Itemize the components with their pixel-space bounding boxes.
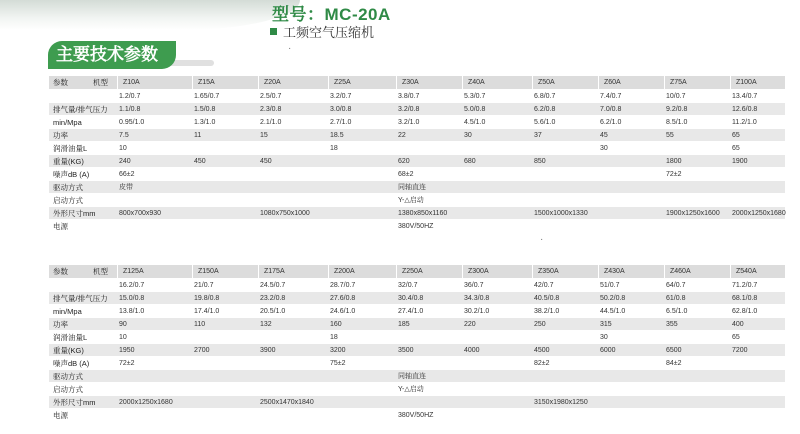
value-cell: 6.8/0.7 bbox=[534, 93, 556, 100]
column-separator bbox=[328, 76, 329, 89]
value-cell: 72±2 bbox=[119, 360, 135, 367]
value-cell: 5.0/0.8 bbox=[464, 106, 486, 113]
value-cell: 90 bbox=[119, 321, 127, 328]
model-header-cell: Z430A bbox=[604, 268, 625, 275]
value-cell: 19.8/0.8 bbox=[194, 295, 220, 302]
value-cell: 84±2 bbox=[666, 360, 682, 367]
value-cell: 11 bbox=[194, 132, 202, 139]
value-cell: 2.7/1.0 bbox=[330, 119, 352, 126]
value-cell: 1080x750x1000 bbox=[260, 210, 310, 217]
value-cell: 3.2/0.7 bbox=[330, 93, 352, 100]
row-label: 外形尺寸mm bbox=[53, 398, 96, 407]
value-cell: 10/0.7 bbox=[666, 93, 686, 100]
column-separator bbox=[117, 76, 118, 89]
model-header-cell: Z10A bbox=[123, 79, 140, 86]
value-cell: 10 bbox=[119, 334, 127, 341]
column-separator bbox=[664, 265, 665, 278]
product-subtitle bbox=[270, 22, 374, 41]
table-row bbox=[49, 370, 785, 383]
value-cell: 18 bbox=[330, 334, 338, 341]
value-cell: 3200 bbox=[330, 347, 346, 354]
model-header-cell: Z75A bbox=[670, 79, 687, 86]
column-separator bbox=[396, 265, 397, 278]
value-cell: Y-△启动 bbox=[398, 386, 424, 393]
row-label: 启动方式 bbox=[53, 196, 83, 205]
value-cell: 34.3/0.8 bbox=[464, 295, 490, 302]
value-cell: 61/0.8 bbox=[666, 295, 686, 302]
table-row bbox=[49, 331, 785, 344]
model-title: 型号：MC-20A bbox=[272, 5, 391, 24]
value-cell: 5.3/0.7 bbox=[464, 93, 486, 100]
value-cell: 0.95/1.0 bbox=[119, 119, 145, 126]
value-cell: 51/0.7 bbox=[600, 282, 620, 289]
table-row bbox=[49, 305, 785, 318]
value-cell: 110 bbox=[194, 321, 206, 328]
row-label: 驱动方式 bbox=[53, 183, 83, 192]
table-row bbox=[49, 181, 785, 194]
value-cell: 355 bbox=[666, 321, 678, 328]
model-label: 机型 bbox=[93, 267, 108, 276]
column-separator bbox=[396, 76, 397, 89]
value-cell: 2700 bbox=[194, 347, 210, 354]
value-cell: 6000 bbox=[600, 347, 616, 354]
row-label: min/Mpa bbox=[53, 118, 82, 127]
model-header-cell: Z460A bbox=[670, 268, 691, 275]
value-cell: 3.2/0.8 bbox=[398, 106, 420, 113]
value-cell: 21/0.7 bbox=[194, 282, 214, 289]
value-cell: 1.65/0.7 bbox=[194, 93, 220, 100]
value-cell: 71.2/0.7 bbox=[732, 282, 758, 289]
value-cell: 30.4/0.8 bbox=[398, 295, 424, 302]
value-cell: 800x700x930 bbox=[119, 210, 162, 217]
row-label: 润滑油量L bbox=[53, 333, 88, 342]
value-cell: 1950 bbox=[119, 347, 135, 354]
value-cell: 6.2/1.0 bbox=[600, 119, 622, 126]
value-cell: 220 bbox=[464, 321, 476, 328]
value-cell: 13.4/0.7 bbox=[732, 93, 758, 100]
value-cell: 7.4/0.7 bbox=[600, 93, 622, 100]
row-label: 驱动方式 bbox=[53, 372, 83, 381]
spec-banner: 主要技术参数 bbox=[48, 41, 176, 69]
value-cell: 68.1/0.8 bbox=[732, 295, 758, 302]
value-cell: 3500 bbox=[398, 347, 414, 354]
value-cell: 9.2/0.8 bbox=[666, 106, 688, 113]
value-cell: 17.4/1.0 bbox=[194, 308, 220, 315]
table-row bbox=[49, 155, 785, 168]
value-cell: 450 bbox=[260, 158, 272, 165]
row-label: 重量(KG) bbox=[53, 346, 84, 355]
value-cell: 24.6/1.0 bbox=[330, 308, 356, 315]
value-cell: 1500x1000x1330 bbox=[534, 210, 588, 217]
table-row bbox=[49, 168, 785, 181]
value-cell: 65 bbox=[732, 145, 740, 152]
model-header-cell: Z250A bbox=[402, 268, 423, 275]
table-row bbox=[49, 318, 785, 331]
row-label: 噪声dB (A) bbox=[53, 170, 90, 179]
model-header-cell: Z125A bbox=[123, 268, 144, 275]
value-cell: 1.3/1.0 bbox=[194, 119, 216, 126]
model-header-cell: Z350A bbox=[538, 268, 559, 275]
header-decoration bbox=[0, 0, 300, 30]
table-row bbox=[49, 357, 785, 370]
value-cell: 8.5/1.0 bbox=[666, 119, 688, 126]
value-cell: 2500x1470x1840 bbox=[260, 399, 314, 406]
table-row bbox=[49, 409, 785, 422]
value-cell: 同轴直连 bbox=[398, 184, 426, 191]
value-cell: 4000 bbox=[464, 347, 480, 354]
value-cell: 27.6/0.8 bbox=[330, 295, 356, 302]
row-label: 电源 bbox=[53, 222, 68, 231]
column-separator bbox=[462, 76, 463, 89]
value-cell: 38.2/1.0 bbox=[534, 308, 560, 315]
value-cell: 10 bbox=[119, 145, 127, 152]
value-cell: 68±2 bbox=[398, 171, 414, 178]
value-cell: 37 bbox=[534, 132, 542, 139]
table-row bbox=[49, 142, 785, 155]
value-cell: 6.5/1.0 bbox=[666, 308, 688, 315]
row-label: min/Mpa bbox=[53, 307, 82, 316]
model-header-cell: Z300A bbox=[468, 268, 489, 275]
table-row bbox=[49, 103, 785, 116]
value-cell: 6500 bbox=[666, 347, 682, 354]
value-cell: 30.2/1.0 bbox=[464, 308, 490, 315]
column-separator bbox=[598, 265, 599, 278]
value-cell: 75±2 bbox=[330, 360, 346, 367]
value-cell: 2.3/0.8 bbox=[260, 106, 282, 113]
column-separator bbox=[664, 76, 665, 89]
row-label: 润滑油量L bbox=[53, 144, 88, 153]
value-cell: 400 bbox=[732, 321, 744, 328]
value-cell: 2.1/1.0 bbox=[260, 119, 282, 126]
value-cell: 4500 bbox=[534, 347, 550, 354]
value-cell: 23.2/0.8 bbox=[260, 295, 286, 302]
bullet-square-icon bbox=[270, 28, 277, 35]
model-label: 机型 bbox=[93, 78, 108, 87]
model-header-cell: Z25A bbox=[334, 79, 351, 86]
value-cell: 5.6/1.0 bbox=[534, 119, 556, 126]
value-cell: 13.8/1.0 bbox=[119, 308, 145, 315]
table-row bbox=[49, 292, 785, 305]
value-cell: 1800 bbox=[666, 158, 682, 165]
value-cell: 160 bbox=[330, 321, 342, 328]
value-cell: 18 bbox=[330, 145, 338, 152]
model-header-cell: Z150A bbox=[198, 268, 219, 275]
value-cell: 24.5/0.7 bbox=[260, 282, 286, 289]
row-label: 电源 bbox=[53, 411, 68, 420]
value-cell: 45 bbox=[600, 132, 608, 139]
row-label: 功率 bbox=[53, 320, 68, 329]
speck-decoration: · bbox=[540, 234, 544, 245]
param-label: 参数 bbox=[53, 267, 68, 276]
value-cell: 27.4/1.0 bbox=[398, 308, 424, 315]
row-label: 启动方式 bbox=[53, 385, 83, 394]
value-cell: 1.2/0.7 bbox=[119, 93, 141, 100]
value-cell: 62.8/1.0 bbox=[732, 308, 758, 315]
value-cell: 7.0/0.8 bbox=[600, 106, 622, 113]
value-cell: 30 bbox=[600, 334, 608, 341]
value-cell: 250 bbox=[534, 321, 546, 328]
row-label: 噪声dB (A) bbox=[53, 359, 90, 368]
value-cell: 1.1/0.8 bbox=[119, 106, 141, 113]
value-cell: 66±2 bbox=[119, 171, 135, 178]
value-cell: 380V/50HZ bbox=[398, 412, 434, 419]
column-separator bbox=[258, 265, 259, 278]
row-label: 排气量/排气压力 bbox=[53, 105, 108, 114]
value-cell: 380V/50HZ bbox=[398, 223, 434, 230]
value-cell: 30 bbox=[600, 145, 608, 152]
table-header-row bbox=[49, 265, 785, 278]
value-cell: 3.2/1.0 bbox=[398, 119, 420, 126]
value-cell: 65 bbox=[732, 334, 740, 341]
column-separator bbox=[532, 265, 533, 278]
value-cell: 15.0/0.8 bbox=[119, 295, 145, 302]
table-row bbox=[49, 90, 785, 103]
row-label: 外形尺寸mm bbox=[53, 209, 96, 218]
value-cell: 2000x1250x1680 bbox=[119, 399, 173, 406]
value-cell: 15 bbox=[260, 132, 268, 139]
value-cell: 1380x850x1160 bbox=[398, 210, 448, 217]
value-cell: 72±2 bbox=[666, 171, 682, 178]
column-separator bbox=[532, 76, 533, 89]
table-header-row bbox=[49, 76, 785, 89]
value-cell: 1900 bbox=[732, 158, 748, 165]
column-separator bbox=[598, 76, 599, 89]
row-label: 重量(KG) bbox=[53, 157, 84, 166]
model-header-cell: Z50A bbox=[538, 79, 555, 86]
column-separator bbox=[192, 265, 193, 278]
value-cell: 620 bbox=[398, 158, 410, 165]
column-separator bbox=[258, 76, 259, 89]
value-cell: 同轴直连 bbox=[398, 373, 426, 380]
value-cell: 65 bbox=[732, 132, 740, 139]
value-cell: 皮带 bbox=[119, 184, 133, 191]
value-cell: 3.0/0.8 bbox=[330, 106, 352, 113]
value-cell: 1.5/0.8 bbox=[194, 106, 216, 113]
row-label: 排气量/排气压力 bbox=[53, 294, 108, 303]
value-cell: 240 bbox=[119, 158, 131, 165]
table-row bbox=[49, 220, 785, 233]
value-cell: 4.5/1.0 bbox=[464, 119, 486, 126]
subtitle-text: 工频空气压缩机 bbox=[283, 25, 375, 40]
value-cell: 2000x1250x1680 bbox=[732, 210, 786, 217]
column-separator bbox=[117, 265, 118, 278]
table-row bbox=[49, 194, 785, 207]
value-cell: 7.5 bbox=[119, 132, 129, 139]
value-cell: 55 bbox=[666, 132, 674, 139]
value-cell: 450 bbox=[194, 158, 206, 165]
value-cell: 12.6/0.8 bbox=[732, 106, 758, 113]
table-row bbox=[49, 396, 785, 409]
value-cell: 16.2/0.7 bbox=[119, 282, 145, 289]
model-header-cell: Z40A bbox=[468, 79, 485, 86]
value-cell: 3150x1980x1250 bbox=[534, 399, 588, 406]
value-cell: 7200 bbox=[732, 347, 748, 354]
column-separator bbox=[192, 76, 193, 89]
value-cell: 42/0.7 bbox=[534, 282, 554, 289]
value-cell: 36/0.7 bbox=[464, 282, 484, 289]
value-cell: 2.5/0.7 bbox=[260, 93, 282, 100]
model-header-cell: Z175A bbox=[264, 268, 285, 275]
value-cell: 3.8/0.7 bbox=[398, 93, 420, 100]
model-header-cell: Z15A bbox=[198, 79, 215, 86]
value-cell: 850 bbox=[534, 158, 546, 165]
model-header-cell: Z30A bbox=[402, 79, 419, 86]
value-cell: 32/0.7 bbox=[398, 282, 418, 289]
table-row bbox=[49, 279, 785, 292]
speck-decoration: · bbox=[288, 43, 292, 54]
value-cell: 680 bbox=[464, 158, 476, 165]
value-cell: 22 bbox=[398, 132, 406, 139]
value-cell: 30 bbox=[464, 132, 472, 139]
table-row bbox=[49, 344, 785, 357]
value-cell: 11.2/1.0 bbox=[732, 119, 757, 126]
model-header-cell: Z200A bbox=[334, 268, 355, 275]
value-cell: 1900x1250x1600 bbox=[666, 210, 720, 217]
table-row bbox=[49, 383, 785, 396]
value-cell: 50.2/0.8 bbox=[600, 295, 626, 302]
column-separator bbox=[730, 76, 731, 89]
model-header-cell: Z100A bbox=[736, 79, 757, 86]
table-row bbox=[49, 207, 785, 220]
value-cell: 185 bbox=[398, 321, 410, 328]
row-label: 功率 bbox=[53, 131, 68, 140]
value-cell: 40.5/0.8 bbox=[534, 295, 560, 302]
value-cell: 18.5 bbox=[330, 132, 344, 139]
value-cell: 315 bbox=[600, 321, 612, 328]
value-cell: 6.2/0.8 bbox=[534, 106, 556, 113]
value-cell: 20.5/1.0 bbox=[260, 308, 286, 315]
value-cell: 3900 bbox=[260, 347, 276, 354]
value-cell: 28.7/0.7 bbox=[330, 282, 356, 289]
model-header-cell: Z60A bbox=[604, 79, 621, 86]
model-header-cell: Z20A bbox=[264, 79, 281, 86]
value-cell: 82±2 bbox=[534, 360, 550, 367]
table-row bbox=[49, 116, 785, 129]
param-label: 参数 bbox=[53, 78, 68, 87]
value-cell: 64/0.7 bbox=[666, 282, 686, 289]
value-cell: 132 bbox=[260, 321, 272, 328]
column-separator bbox=[328, 265, 329, 278]
value-cell: Y-△启动 bbox=[398, 197, 424, 204]
model-header-cell: Z540A bbox=[736, 268, 757, 275]
value-cell: 44.5/1.0 bbox=[600, 308, 626, 315]
column-separator bbox=[462, 265, 463, 278]
column-separator bbox=[730, 265, 731, 278]
table-row bbox=[49, 129, 785, 142]
